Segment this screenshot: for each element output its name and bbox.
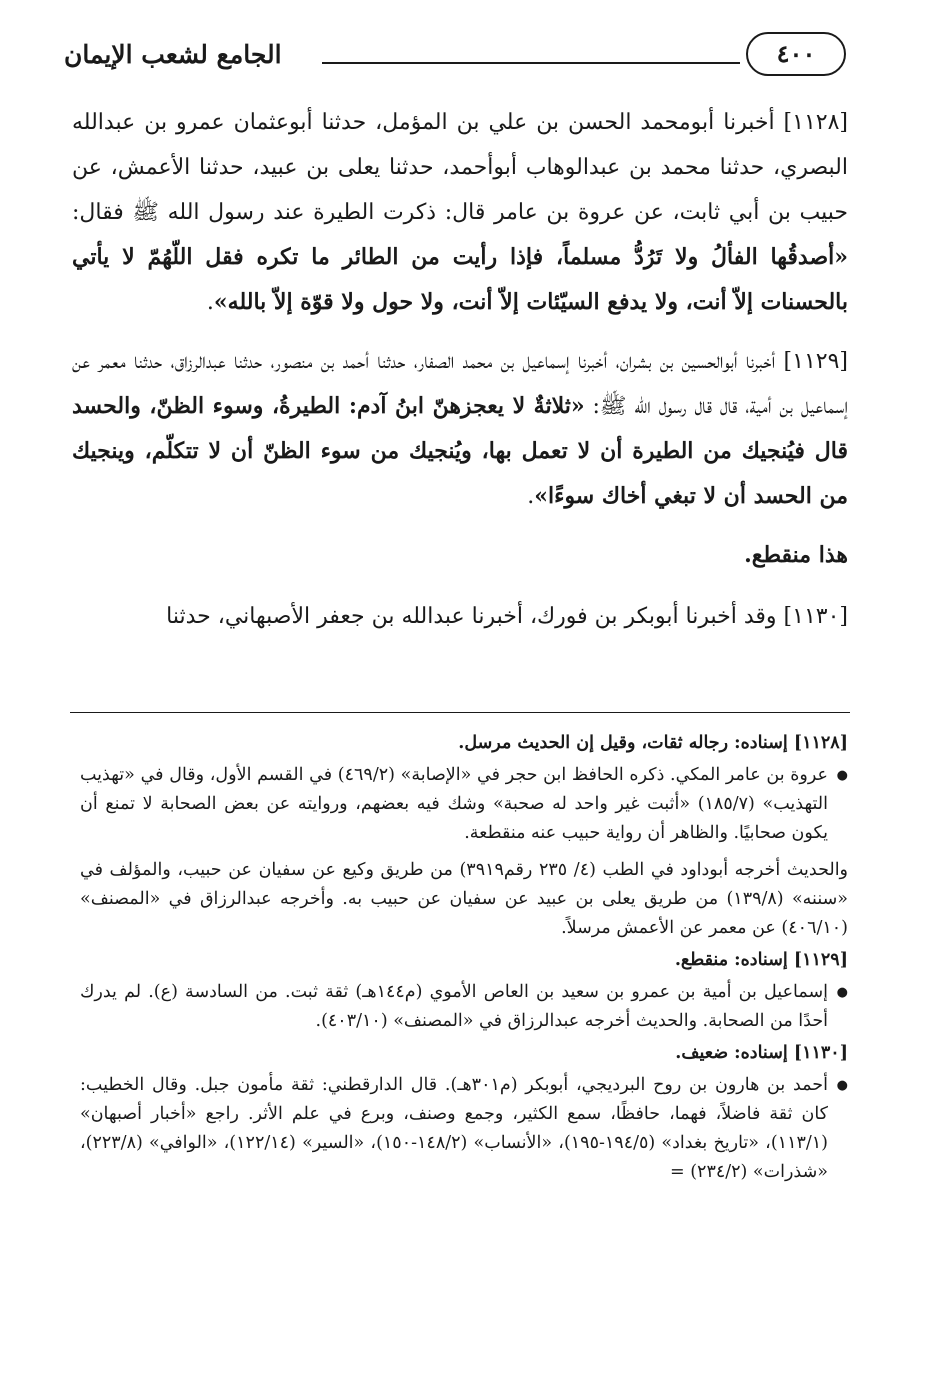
footnote-1129-narrator: ● إسماعيل بن أمية بن عمرو بن سعيد بن العاص الأموي (م١٤٤هـ) ثقة ثبت. من السادسة (ع). لم يدرك أحدًا من الصحابة. والحديث أخرجه عبدالرزاق في «المصنف» (٤٠٣/١٠). [80,978,848,1036]
hadith-1128 [72,100,848,325]
end-1129: . [527,484,535,509]
hadith-1130: [١١٣٠] وقد أخبرنا أبوبكر بن فورك، أخبرنا عبدالله بن جعفر الأصبهاني، حدثنا [166,604,848,629]
book-title: الجامع لشعب الإيمان [64,40,282,69]
matn-1129: «ثلاثةٌ لا يعجزهنّ ابنُ آدم: الطيرةُ، وسوء الظنّ، والحسد قال فيُنجيك من الطيرة أن لا تعمل بها، ويُنجيك من سوء الظنّ أن لا تتكلّم، وينجيك من الحسد أن لا تبغي أخاك سوءًا» [72,393,848,509]
footnote-1128-heading: [١١٢٨] إسناده: رجاله ثقات، وقيل إن الحديث مرسل. [458,733,848,753]
hadith-1129 [72,339,848,519]
footnote-separator [70,712,850,713]
footnote-1128-narrator: ● عروة بن عامر المكي. ذكره الحافظ ابن حجر في «الإصابة» (٤٦٩/٢) في القسم الأول، وقال في «تهذيب التهذيب» (١٨٥/٧) «أثبت غير واحد له صحبة» وشك فيه بعضهم، وروايته عن بعض الصحابة لا تمنع أن يكون صحابيًا. والظاهر أن رواية حبيب عنه منقطعة. [80,761,848,848]
matn-1128: «أصدقُها الفألُ ولا تَرُدُّ مسلماً، فإذا رأيت من الطائر ما تكره فقل اللّهُمّ لا يأتي بالحسنات إلاّ أنت، ولا يدفع السيّئات إلاّ أنت، ولا حول ولا قوّة إلاّ بالله» [72,244,848,315]
end-1128: . [206,290,214,315]
isnad-1128: [١١٢٨] أخبرنا أبومحمد الحسن بن علي بن المؤمل، حدثنا أبوعثمان عمرو بن عبدالله البصري، حدثنا محمد بن عبدالوهاب أبوأحمد، حدثنا يعلى بن عبيد، حدثنا الأعمش، عن حبيب بن أبي ثابت، عن عروة بن عامر قال: ذكرت الطيرة عند رسول الله ﷺ فقال: [72,110,848,225]
footnote-1130-narrator: ● أحمد بن هارون بن روح البرديجي، أبوبكر (م٣٠١هـ). قال الدارقطني: ثقة مأمون جبل. وقال الخطيب: كان ثقة فاضلاً، فهما، حافظًا، سمع الكثير، وجمع وصنف، وبرع في علم الأثر. راجع «أخبار أصبهان» (١١٣/١)، «تاريخ بغداد» (١٩٤/٥-١٩٥)، «الأنساب» (١٤٨/٢-١٥٠)، «السير» (١٢٢/١٤)، «الوافي» (٢٢٣/٨)، «شذرات» (٢٣٤/٢) = [80,1071,848,1187]
footnotes [80,726,848,1187]
footnote-1130-heading: [١١٣٠] إسناده: ضعيف. [675,1043,848,1063]
page-number: ٤٠٠ [746,32,846,76]
isnad-1129: [١١٢٩] أخبرنا أبوالحسين بن بشران، أخبرنا إسماعيل بن محمد الصفار، حدثنا أحمد بن منصور، حدثنا عبدالرزاق، حدثنا معمر عن إسماعيل بن أمية، قال قال رسول الله ﷺ: [72,349,848,419]
running-header [60,28,848,80]
footnote-1129-heading: [١١٢٩] إسناده: منقطع. [674,950,848,970]
main-text [72,100,848,639]
header-rule [322,62,740,64]
author-remark: هذا منقطع. [744,542,848,568]
footnote-1128-takhrij: والحديث أخرجه أبوداود في الطب (٤/ ٢٣٥ رقم٣٩١٩) من طريق وكيع عن سفيان عن حبيب، والمؤلف في «سننه» (١٣٩/٨) من طريق يعلى بن عبيد عن سفيان عن حبيب به. وأخرجه عبدالرزاق في «المصنف» (٤٠٦/١٠) عن معمر عن الأعمش مرسلاً. [80,860,849,938]
